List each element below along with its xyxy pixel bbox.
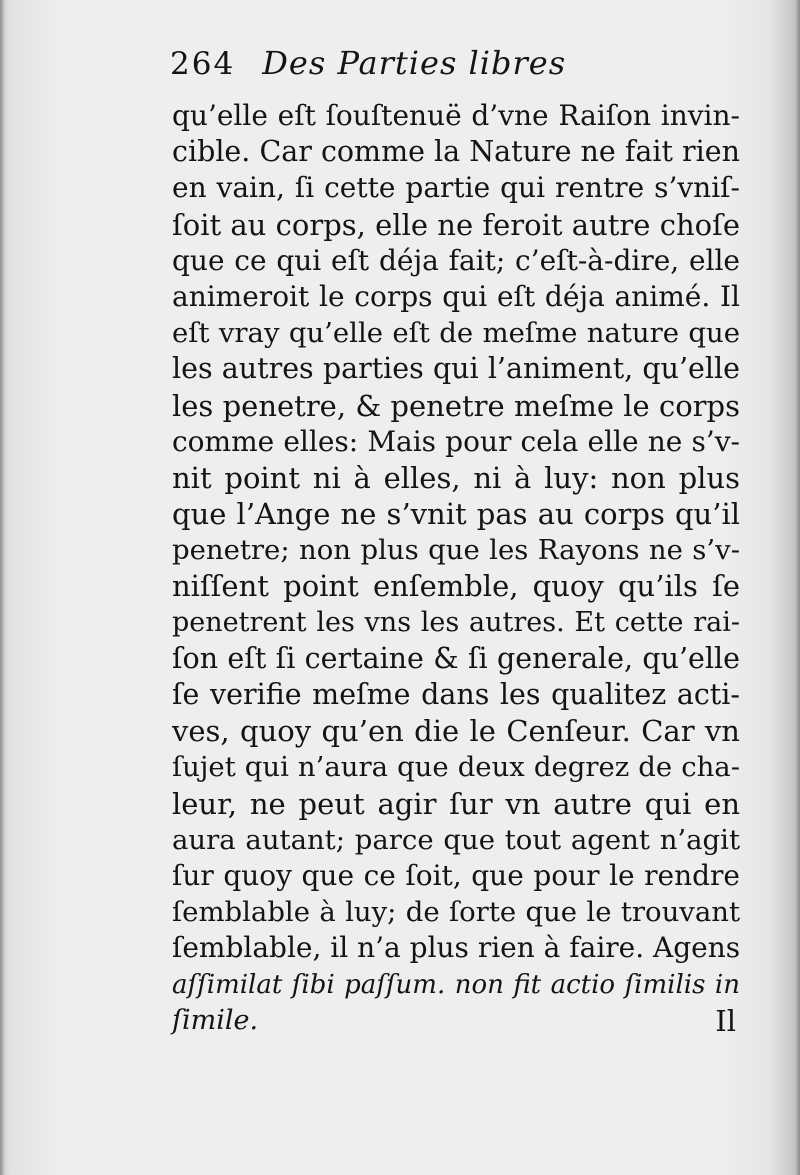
text-line: eſt vray qu’elle eſt de meſme nature que — [172, 317, 740, 350]
latin-quote-end: ſimile. — [172, 1004, 259, 1036]
text-line: ſujet qui n’aura que deux degrez de cha- — [172, 751, 740, 784]
text-line: cible. Car comme la Nature ne fait rien — [172, 135, 740, 169]
text-line: niſſent point enſemble, quoy qu’ils ſe — [172, 569, 740, 604]
page-number: 264 — [170, 46, 236, 82]
running-title: Des Parties libres — [262, 44, 567, 82]
text-line: qu’elle eſt ſouſtenuë d’vne Raiſon invin- — [172, 99, 740, 132]
catchword: Il — [715, 1003, 736, 1038]
latin-quote-line: aſſimilat ſibi paſſum. non fit actio ſimilis in — [172, 969, 740, 1000]
text-line: ſe verifie meſme dans les qualitez acti- — [172, 678, 740, 711]
text-line: ſoit au corps, elle ne feroit autre choſe — [172, 207, 740, 242]
page-left-shadow — [0, 0, 5, 1175]
text-line: ſemblable à luy; de ſorte que le trouvant — [172, 896, 740, 929]
text-line: ſon eſt ſi certaine & ſi generale, qu’elle — [172, 641, 740, 675]
text-line: penetrent les vns les autres. Et cette rai- — [172, 606, 740, 638]
text-line: ſur quoy que ce ſoit, que pour le rendre — [172, 858, 740, 892]
running-head — [170, 44, 610, 88]
text-line: les penetre, & penetre meſme le corps — [172, 388, 740, 423]
text-line: aura autant; parce que tout agent n’agit — [172, 823, 740, 856]
text-line: leur, ne peut agir ſur vn autre qui en — [172, 786, 740, 821]
text-line: en vain, ſi cette partie qui rentre s’vniſ- — [172, 171, 740, 205]
final-line — [172, 1003, 740, 1039]
text-line: ves, quoy qu’en die le Cenſeur. Car vn — [172, 714, 740, 749]
text-line: ſemblable, il n’a plus rien à faire. Agens — [172, 931, 741, 965]
page-right-shadow — [795, 0, 800, 1175]
text-line: les autres parties qui l’animent, qu’elle — [172, 352, 740, 386]
text-body — [172, 98, 740, 1039]
text-line: penetre; non plus que les Rayons ne s’v- — [172, 534, 740, 567]
text-line: que ce qui eſt déja fait; c’eſt-à-dire, elle — [172, 243, 740, 277]
text-line: animeroit le corps qui eſt déja animé. Il — [172, 279, 740, 313]
text-line: comme elles: Mais pour cela elle ne s’v- — [172, 424, 740, 458]
text-line: nit point ni à elles, ni à luy: non plus — [172, 460, 740, 495]
text-line: que l’Ange ne s’vnit pas au corps qu’il — [172, 497, 740, 532]
